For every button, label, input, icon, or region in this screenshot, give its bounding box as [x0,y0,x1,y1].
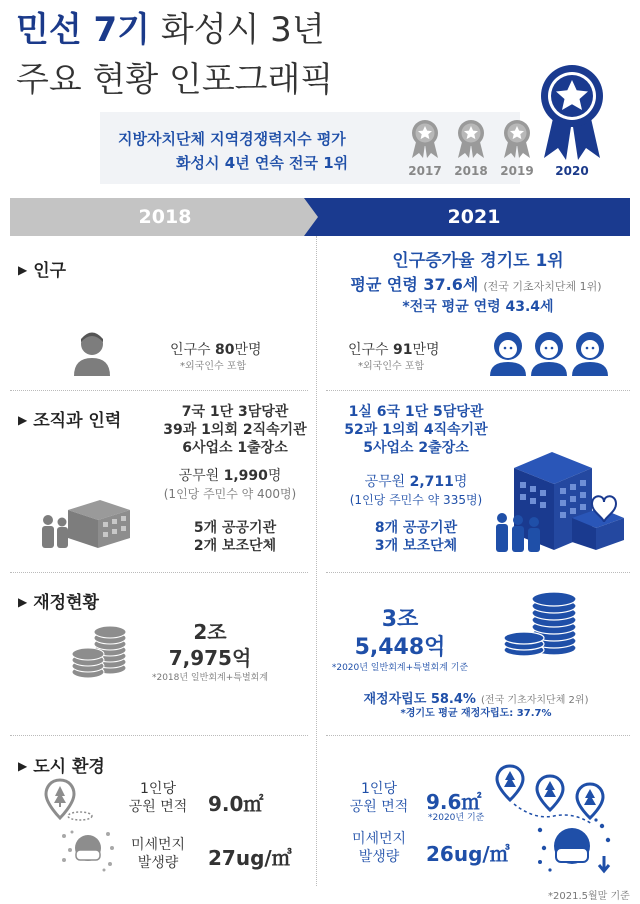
dust-label-2018: 미세먼지 발생량 [130,837,186,871]
page-subtitle: 주요 현황 인포그래픽 [16,60,334,100]
medal-icon [500,118,534,160]
org-line-2021: 1실 6국 1단 5담당관 [348,404,484,420]
dust-amount-2018: 27ug/㎥ [208,846,292,870]
section-divider [10,572,308,573]
population-headline2: 평균 연령 37.6세 (전국 기초자치단체 1위) [350,275,602,294]
medal-icon [408,118,442,160]
dust-amount-2021: 26ug/㎥ [426,842,510,866]
population-count-2018: 인구수 80만명 [170,342,262,358]
section-divider [326,572,630,573]
org-line-2021: 5사업소 2출장소 [363,440,469,456]
institutions-2021: 8개 공공기관 [374,520,458,536]
org-line-2018: 39과 1의회 2직속기관 [163,422,307,438]
finance-amount1-2021: 3조 [381,607,419,632]
column-divider [316,236,317,886]
section-divider [326,390,630,391]
park-note-2021: *2020년 기준 [428,813,485,823]
park-label-2018: 1인당 공원 면적 [128,781,188,815]
finance-amount2-2018: 7,975억 [168,646,252,670]
org-line-2018: 6사업소 1출장소 [182,440,288,456]
subsidiaries-2021: 3개 보조단체 [374,538,458,554]
staff-note-2018: (1인당 주민수 약 400명) [163,487,297,501]
finance-amount1-2018: 2조 [193,620,227,644]
title-rest: 화성시 3년 [160,10,325,50]
family-icon [488,328,610,376]
section-title-finance: ▶ 재정현황 [18,593,99,613]
subsidiaries-2018: 2개 보조단체 [193,538,277,554]
park-area-2018: 9.0㎡ [208,792,264,816]
institutions-2018: 5개 공공기관 [193,520,277,536]
fiscal-independence: 재정자립도 58.4% (전국 기초자치단체 2위) [363,692,589,707]
year-label: 2018 [454,164,488,178]
city-hall-icon [496,446,626,556]
population-headline1: 인구증가율 경기도 1위 [392,251,564,271]
section-divider [326,735,630,736]
finance-note-2021: *2020년 일반회계+특별회계 기준 [331,663,469,673]
page-title [16,8,325,52]
section-divider [10,390,308,391]
fiscal-independence-avg: *경기도 평균 재정자립도: 37.7% [400,708,552,719]
section-title-environment: ▶ 도시 환경 [18,757,105,777]
medal-icon [454,118,488,160]
finance-note-2018: *2018년 일반회계+특별회계 [151,673,269,683]
park-area-2021: 9.6㎡ [426,790,482,814]
org-line-2021: 52과 1의회 4직속기관 [344,422,488,438]
year-label: 2019 [500,164,534,178]
section-title-organization: ▶ 조직과 인력 [18,411,122,431]
footer-note: *2021.5월말 기준 [548,891,630,902]
building-icon [38,496,134,552]
finance-amount2-2021: 5,448억 [354,635,446,660]
org-line-2018: 7국 1단 3담당관 [181,404,289,420]
park-label-2021: 1인당 공원 면적 [349,781,409,815]
column-header-2018: 2018 [10,198,320,236]
section-divider [10,735,308,736]
coins-icon [70,624,130,680]
population-headline3: *전국 평균 연령 43.4세 [402,299,554,315]
staff-count-2021: 공무원 2,711명 [364,474,468,490]
year-label: 2017 [408,164,442,178]
population-note-2018: *외국인수 포함 [180,361,247,372]
ranking-line1: 지방자치단체 지역경쟁력지수 평가 [118,130,346,148]
dust-label-2021: 미세먼지 발생량 [351,831,407,865]
population-note-2021: *외국인수 포함 [358,361,425,372]
ranking-line2: 화성시 4년 연속 전국 1위 [176,154,349,172]
section-title-population: ▶ 인구 [18,261,67,281]
column-header-2021: 2021 [447,206,501,228]
title-highlight: 민선 7기 [16,10,151,50]
award-medal-icon [536,62,608,162]
coins-icon [500,586,582,658]
staff-note-2021: (1인당 주민수 약 335명) [349,493,483,507]
park-pin-icon [44,778,100,824]
population-count-2021: 인구수 91만명 [348,342,440,358]
mask-face-icon [536,818,614,878]
staff-count-2018: 공무원 1,990명 [178,468,282,484]
year-label-current: 2020 [555,164,589,178]
person-icon [72,330,112,376]
fine-dust-icon [60,828,116,872]
